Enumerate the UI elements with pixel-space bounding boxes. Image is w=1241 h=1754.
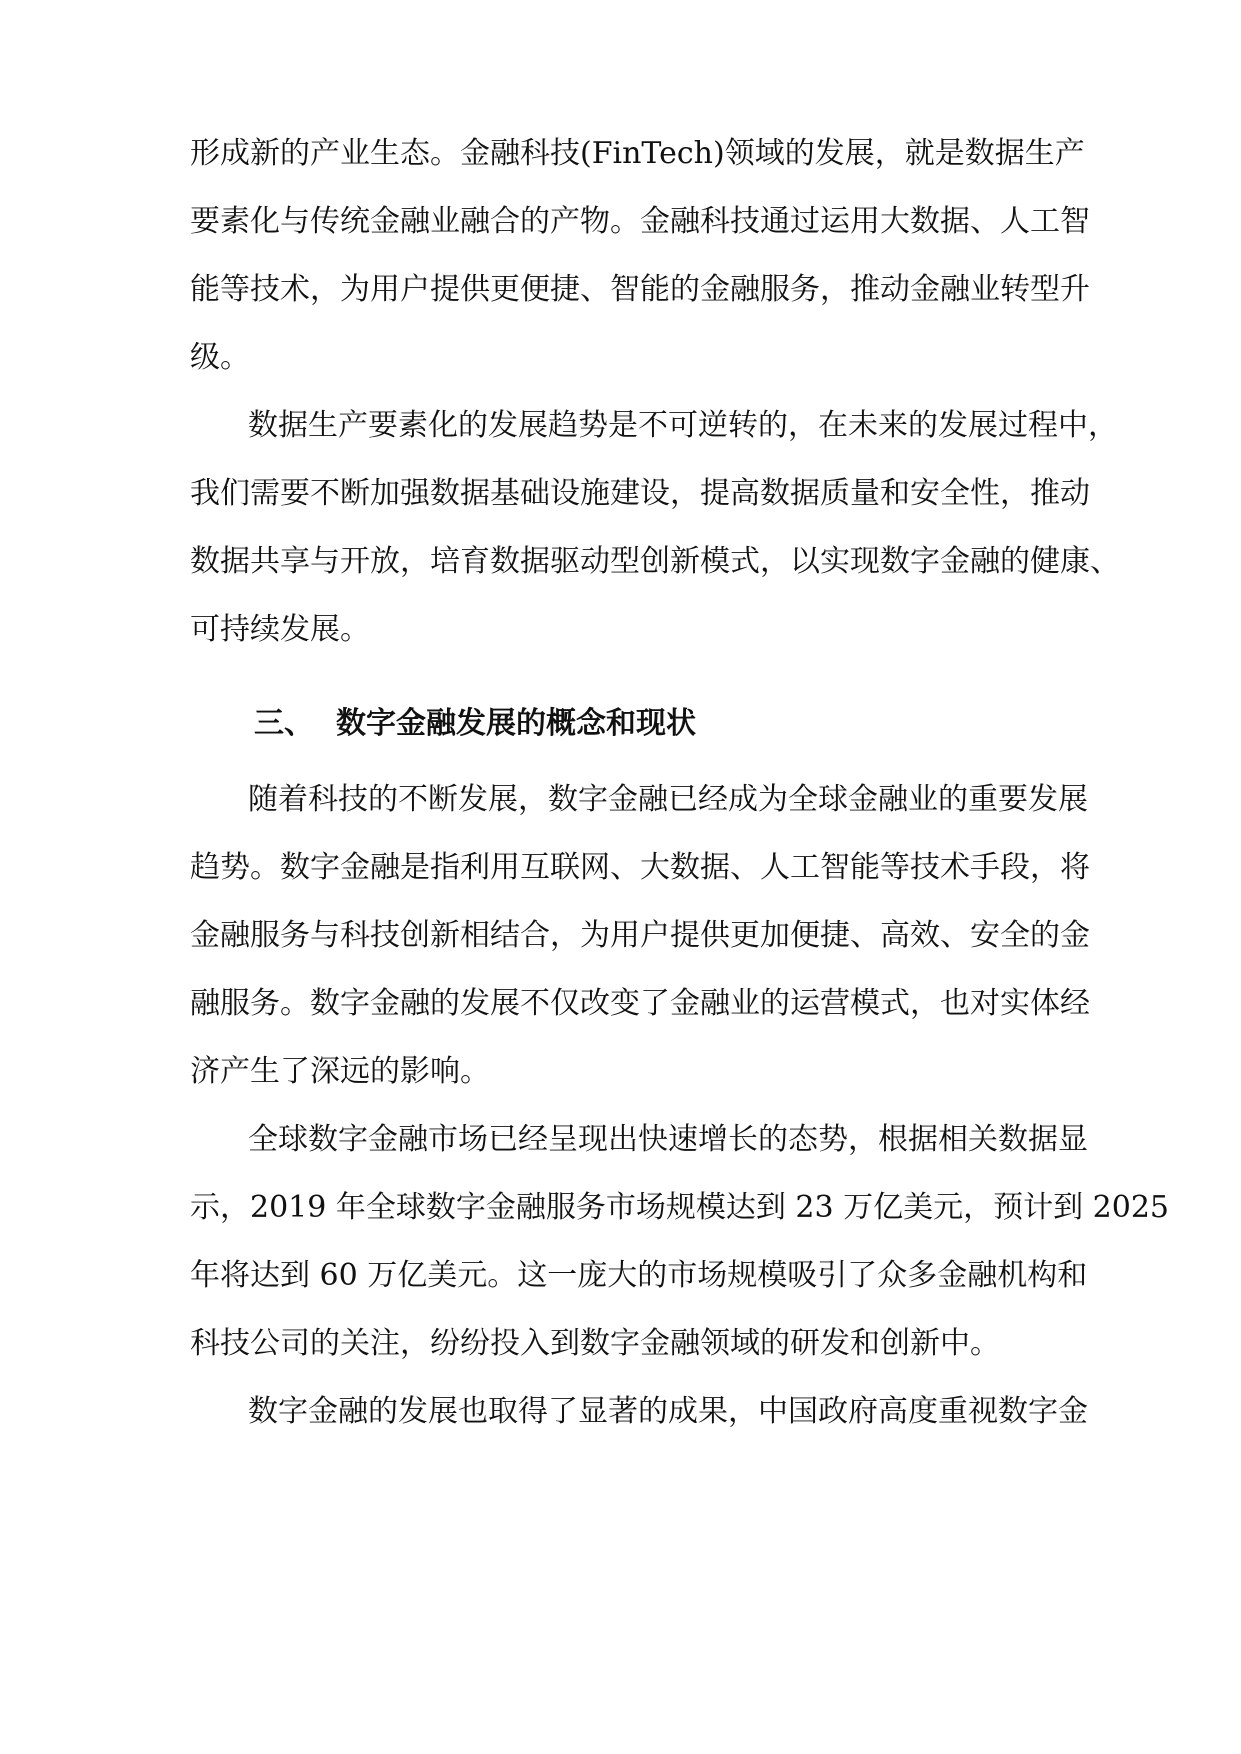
paragraph-1-line-4: 级。 xyxy=(190,340,250,375)
paragraph-1-line-2: 要素化与传统金融业融合的产物。金融科技通过运用大数据、人工智 xyxy=(190,204,1090,239)
paragraph-2-line-3: 数据共享与开放，培育数据驱动型创新模式，以实现数字金融的健康、 xyxy=(190,544,1120,579)
paragraph-2-line-2: 我们需要不断加强数据基础设施建设，提高数据质量和安全性，推动 xyxy=(190,476,1090,511)
paragraph-3-line-3: 金融服务与科技创新相结合，为用户提供更加便捷、高效、安全的金 xyxy=(190,918,1090,953)
paragraph-4-line-2: 示，2019 年全球数字金融服务市场规模达到 23 万亿美元，预计到 2025 xyxy=(190,1190,1170,1225)
section-number: 三、 xyxy=(254,706,314,741)
paragraph-3-line-5: 济产生了深远的影响。 xyxy=(190,1054,490,1089)
section-title: 数字金融发展的概念和现状 xyxy=(336,706,696,741)
paragraph-2-line-4: 可持续发展。 xyxy=(190,612,370,647)
paragraph-3-line-2: 趋势。数字金融是指利用互联网、大数据、人工智能等技术手段，将 xyxy=(190,850,1090,885)
paragraph-3-line-1: 随着科技的不断发展，数字金融已经成为全球金融业的重要发展 xyxy=(248,782,1088,817)
paragraph-1-line-1: 形成新的产业生态。金融科技(FinTech)领域的发展，就是数据生产 xyxy=(190,136,1085,171)
paragraph-4-line-3: 年将达到 60 万亿美元。这一庞大的市场规模吸引了众多金融机构和 xyxy=(190,1258,1088,1293)
paragraph-3-line-4: 融服务。数字金融的发展不仅改变了金融业的运营模式，也对实体经 xyxy=(190,986,1090,1021)
paragraph-1-line-3: 能等技术，为用户提供更便捷、智能的金融服务，推动金融业转型升 xyxy=(190,272,1090,307)
paragraph-2-line-1: 数据生产要素化的发展趋势是不可逆转的，在未来的发展过程中， xyxy=(248,408,1118,443)
paragraph-5-line-1: 数字金融的发展也取得了显著的成果，中国政府高度重视数字金 xyxy=(248,1394,1088,1429)
section-heading xyxy=(254,704,1054,744)
paragraph-4-line-4: 科技公司的关注，纷纷投入到数字金融领域的研发和创新中。 xyxy=(190,1326,1000,1361)
paragraph-4-line-1: 全球数字金融市场已经呈现出快速增长的态势，根据相关数据显 xyxy=(248,1122,1088,1157)
